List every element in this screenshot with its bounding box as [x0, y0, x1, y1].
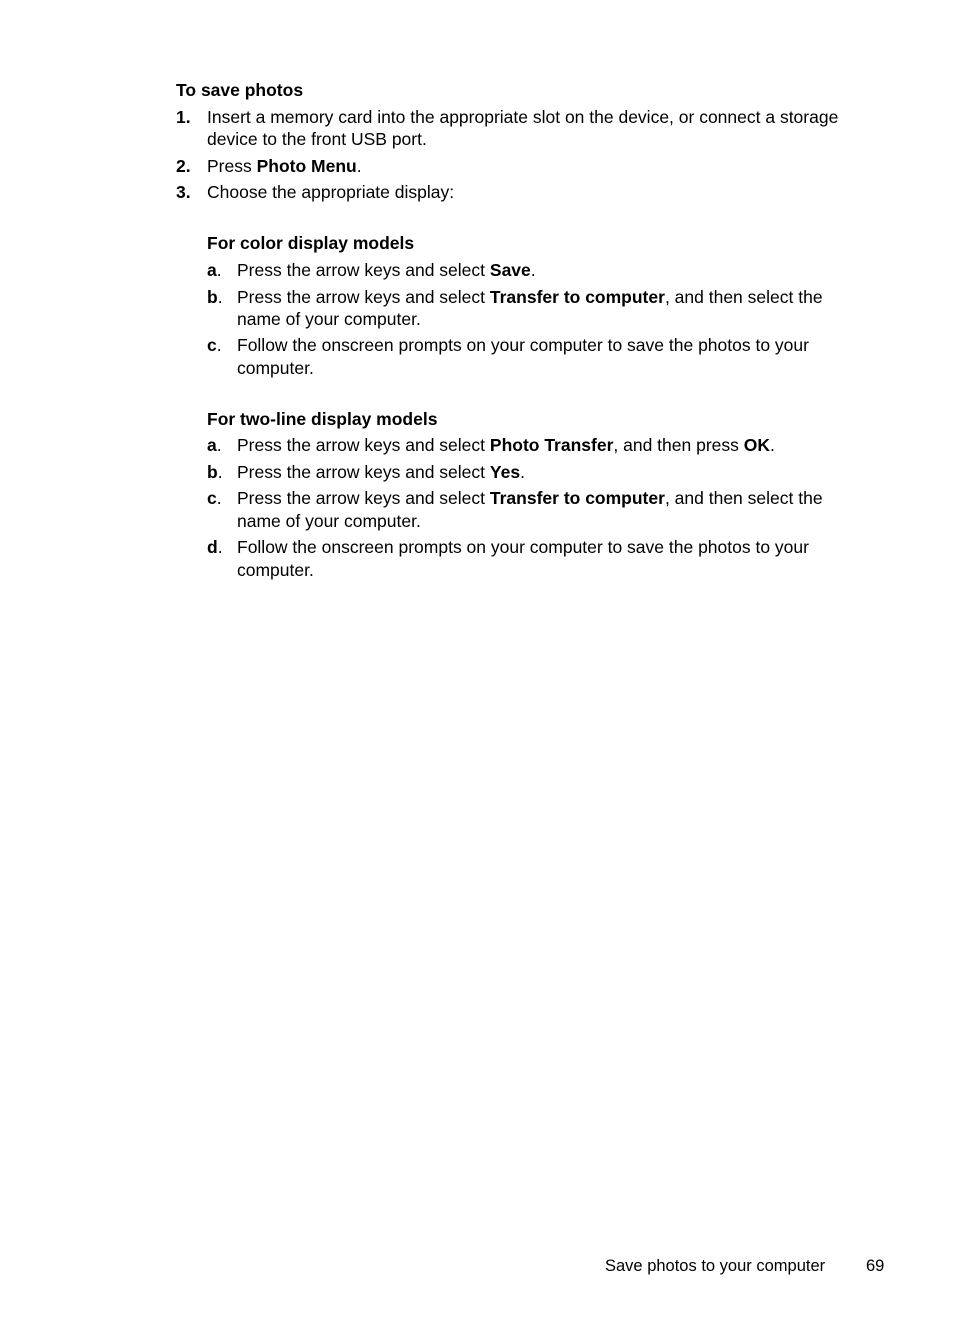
ui-term: Transfer to computer — [489, 287, 665, 307]
ui-term: Yes — [489, 462, 521, 482]
substep-text-continued: name of your computer. — [237, 511, 421, 531]
substep-letter: b. — [207, 287, 223, 307]
substep-letter: d. — [207, 537, 223, 557]
ui-term: Photo Menu — [256, 156, 357, 176]
substep-letter: a. — [207, 435, 222, 455]
page-number: 69 — [866, 1257, 885, 1275]
ui-term: OK — [743, 435, 771, 455]
step-text: Press Photo Menu. — [207, 156, 362, 176]
substep-text: Follow the onscreen prompts on your computer to save the photos to your — [237, 537, 809, 557]
substep-text: Press the arrow keys and select Photo Transfer, and then press OK. — [237, 435, 775, 455]
step-text: Choose the appropriate display: — [207, 182, 455, 202]
ui-term: Save — [489, 260, 531, 280]
substep-text: Press the arrow keys and select Transfer to computer, and then select the — [237, 287, 823, 307]
footer-section-name: Save photos to your computer — [605, 1257, 826, 1275]
substep-letter: b. — [207, 462, 223, 482]
step-text-continued: device to the front USB port. — [207, 129, 427, 149]
procedure-heading: To save photos — [176, 80, 304, 100]
step-text: Insert a memory card into the appropriate slot on the device, or connect a storage — [207, 107, 839, 127]
substep-text: Follow the onscreen prompts on your computer to save the photos to your — [237, 335, 809, 355]
substep-text-continued: name of your computer. — [237, 309, 421, 329]
ui-term: Photo Transfer — [489, 435, 614, 455]
step-number: 2. — [176, 156, 191, 176]
substep-text: Press the arrow keys and select Yes. — [237, 462, 525, 482]
substep-text-continued: computer. — [237, 560, 314, 580]
substep-letter: c. — [207, 335, 222, 355]
color-section-title: For color display models — [207, 233, 415, 253]
substep-letter: c. — [207, 488, 222, 508]
substep-text: Press the arrow keys and select Save. — [237, 260, 536, 280]
substep-text: Press the arrow keys and select Transfer to computer, and then select the — [237, 488, 823, 508]
ui-term: Transfer to computer — [489, 488, 665, 508]
substep-letter: a. — [207, 260, 222, 280]
step-number: 3. — [176, 182, 191, 202]
step-number: 1. — [176, 107, 191, 127]
twoline-section-title: For two-line display models — [207, 409, 438, 429]
substep-text-continued: computer. — [237, 358, 314, 378]
